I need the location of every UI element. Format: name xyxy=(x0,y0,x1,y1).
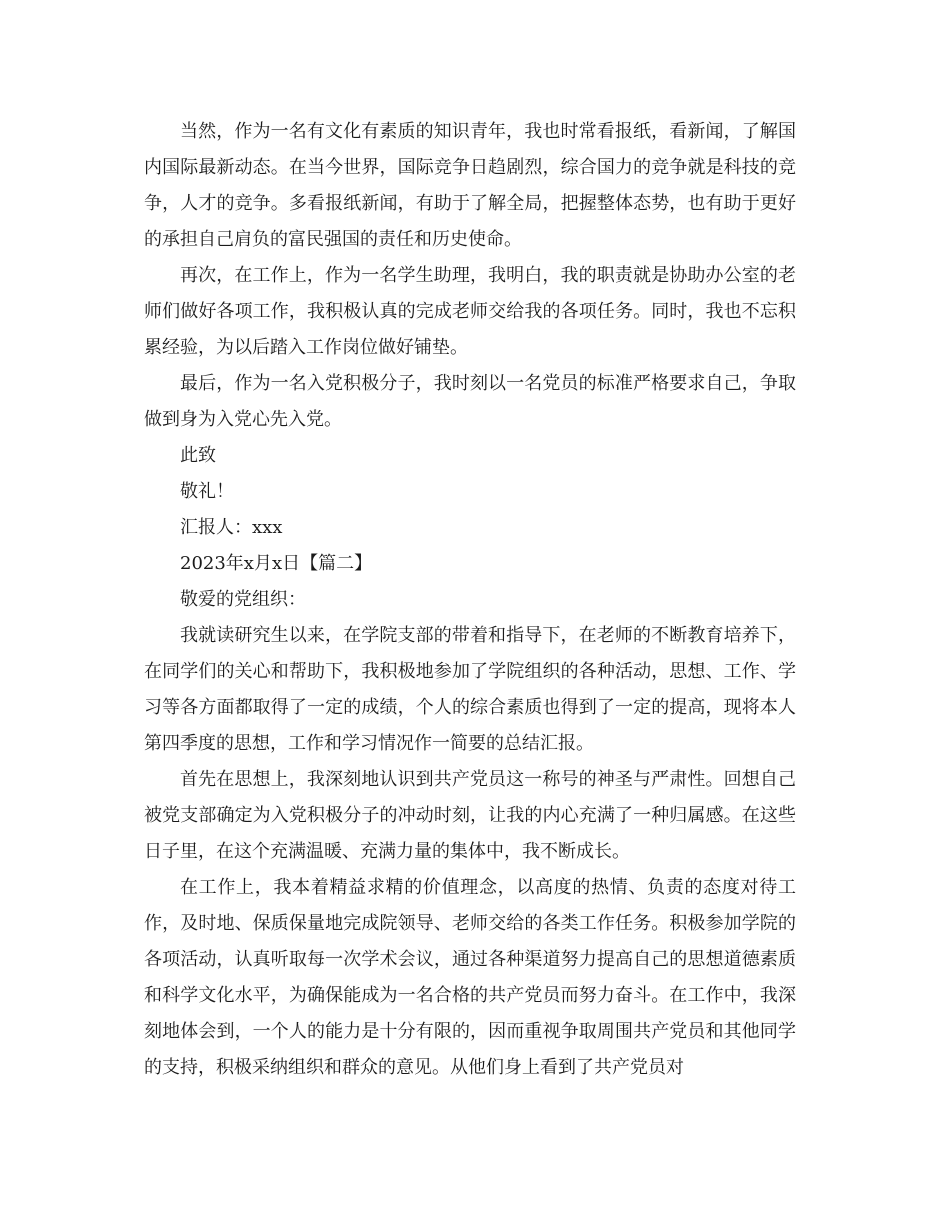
salute-line: 敬礼！ xyxy=(180,481,234,502)
greeting-line: 敬爱的党组织： xyxy=(180,589,306,610)
paragraph-work-assistant: 再次，在工作上，作为一名学生助理，我明白，我的职责就是协助办公室的老师们做好各项工作，我积极认真的完成老师交给我的各项任务。同时，我也不忘积累经验，为以后踏入工作岗位做好铺垫。 xyxy=(144,265,796,358)
date-section-heading: 2023年x月x日【篇二】 xyxy=(180,553,373,574)
reporter-line: 汇报人：xxx xyxy=(180,517,283,538)
paragraph-news: 当然，作为一名有文化有素质的知识青年，我也时常看报纸，看新闻，了解国内国际最新动态。在当今世界，国际竞争日趋剧烈，综合国力的竞争就是科技的竞争，人才的竞争。多看报纸新闻，有助于了解全局，把握整体态势，也有助于更好的承担自己肩负的富民强国的责任和历史使命。 xyxy=(144,121,796,250)
paragraph-intro: 我就读研究生以来，在学院支部的带着和指导下，在老师的不断教育培养下，在同学们的关心和帮助下，我积极地参加了学院组织的各种活动，思想、工作、学习等各方面都取得了一定的成绩，个人的综合素质也得到了一定的提高，现将本人第四季度的思想，工作和学习情况作一简要的总结汇报。 xyxy=(144,625,796,754)
closing-line: 此致 xyxy=(180,445,216,466)
paragraph-thought: 首先在思想上，我深刻地认识到共产党员这一称号的神圣与严肃性。回想自己被党支部确定为入党积极分子的冲动时刻，让我的内心充满了一种归属感。在这些日子里，在这个充满温暖、充满力量的集体中，我不断成长。 xyxy=(144,769,796,862)
document-page xyxy=(144,114,796,1086)
paragraph-party-activist: 最后，作为一名入党积极分子，我时刻以一名党员的标准严格要求自己，争取做到身为入党心先入党。 xyxy=(144,373,796,430)
paragraph-work: 在工作上，我本着精益求精的价值理念，以高度的热情、负责的态度对待工作，及时地、保质保量地完成院领导、老师交给的各类工作任务。积极参加学院的各项活动，认真听取每一次学术会议，通过各种渠道努力提高自己的思想道德素质和科学文化水平，为确保能成为一名合格的共产党员而努力奋斗。在工作中，我深刻地体会到，一个人的能力是十分有限的，因而重视争取周围共产党员和其他同学的支持，积极采纳组织和群众的意见。从他们身上看到了共产党员对 xyxy=(144,877,796,1078)
